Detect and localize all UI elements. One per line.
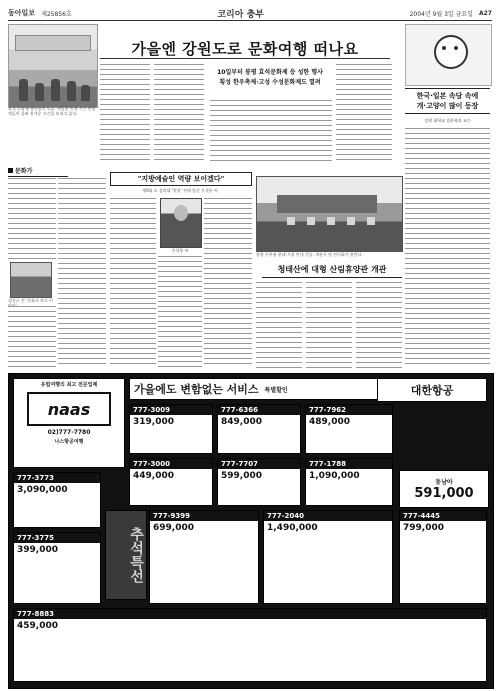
- photo-figure: [81, 85, 90, 101]
- column-body: [405, 128, 490, 368]
- ad-price: 319,000: [133, 417, 174, 427]
- travel-ad-block[interactable]: [149, 510, 259, 604]
- ad-phone: 777-3775: [14, 533, 100, 543]
- forest-article-column: [256, 282, 302, 368]
- culture-listing-column: [8, 306, 56, 368]
- ad-price: 799,000: [403, 523, 444, 533]
- exhibition-photo-caption: 성진로 전 '문화의 차로 이: [8, 298, 53, 303]
- travel-ad-block[interactable]: [129, 404, 213, 454]
- building-photo-caption: 강원 동부권 현대 시설 안내 건물. 개관식 및 전시회가 열린다.: [256, 252, 363, 257]
- headline-rule: [100, 58, 390, 59]
- interview-subheadline: 제9회 도 음악대 '원점' 전에 입선 우석통 씨: [142, 188, 218, 193]
- photo-figure: [67, 81, 76, 101]
- ad-price: 1,490,000: [267, 523, 318, 533]
- ad-price: 699,000: [153, 523, 194, 533]
- festival-photo: [8, 24, 98, 108]
- building-window: [367, 217, 375, 225]
- culture-section-header: [8, 166, 68, 177]
- featured-price: 591,000: [414, 486, 474, 501]
- ad-phone: 777-4445: [400, 511, 486, 521]
- column-byline: 강원 대학교 일본학과 교수: [424, 118, 471, 123]
- interview-body-column: [204, 198, 252, 368]
- featured-price-ad[interactable]: [399, 470, 489, 508]
- photo-banner: [15, 35, 91, 51]
- column-title-line-1: 한국·일본 속담 속에: [416, 92, 479, 100]
- ad-phone: 777-8883: [14, 609, 486, 619]
- travel-ad-block[interactable]: [305, 404, 393, 454]
- section-bullet-icon: [8, 168, 13, 173]
- ad-price: 3,090,000: [17, 485, 68, 495]
- building-window: [347, 217, 355, 225]
- travel-ad-block[interactable]: [217, 458, 301, 506]
- photo-figure: [19, 79, 28, 101]
- culture-listing-column: [8, 178, 56, 260]
- photo-figure: [35, 83, 44, 101]
- promo-main-text: 가을에도 변함없는 서비스: [134, 383, 259, 396]
- ad-price: 459,000: [17, 621, 58, 631]
- travel-ad-block[interactable]: [399, 510, 487, 604]
- interview-headline: "지방예술인 역량 보이겠다": [110, 172, 252, 186]
- cartoon-illustration: [405, 24, 492, 86]
- ad-price: 449,000: [133, 471, 174, 481]
- column-title: [405, 88, 490, 114]
- article-body-column: [336, 64, 392, 164]
- interviewee-portrait: [160, 198, 202, 248]
- article-body-column: [100, 64, 150, 164]
- agency-name: 나스항공여행: [54, 439, 84, 445]
- ad-price: 849,000: [221, 417, 262, 427]
- dog-cartoon-icon: [434, 35, 468, 69]
- article-body-column: [154, 64, 204, 164]
- airline-brand[interactable]: 대한항공: [377, 378, 487, 402]
- building-window: [327, 217, 335, 225]
- forest-article-column: [356, 282, 402, 368]
- building-roof: [277, 195, 377, 213]
- travel-ad-block[interactable]: [263, 510, 393, 604]
- travel-ad-block[interactable]: [129, 458, 213, 506]
- promo-sub-text: 특별할인: [264, 386, 288, 394]
- issue-date: 2004년 9월 3일 금요일: [409, 10, 473, 18]
- ad-phone: 777-9399: [150, 511, 258, 521]
- travel-ad-block[interactable]: [13, 472, 101, 528]
- deck-line-2: 횡성 한우축제·고성 수성문화제도 열려: [219, 79, 321, 86]
- page-number: A27: [478, 9, 492, 17]
- issue-number: 제25856호: [41, 10, 72, 18]
- agency-phone: 02)777-7780: [47, 429, 91, 436]
- ad-phone: 777-3773: [14, 473, 100, 483]
- agency-logo: naas: [27, 392, 111, 426]
- interview-body-column: [158, 256, 202, 368]
- portrait-face: [174, 205, 188, 221]
- agency-tagline: 유럽여행의 최고 전문업체: [40, 382, 98, 388]
- travel-agency-ad[interactable]: [13, 378, 125, 468]
- ad-phone: 777-1788: [306, 459, 392, 469]
- ad-phone: 777-7707: [218, 459, 300, 469]
- ad-phone: 777-3000: [130, 459, 212, 469]
- article-body-column: [210, 100, 332, 164]
- culture-section-title: 문화가: [15, 168, 33, 175]
- masthead-right: [410, 9, 492, 18]
- building-window: [307, 217, 315, 225]
- ad-phone: 777-3009: [130, 405, 212, 415]
- travel-ad-block[interactable]: [217, 404, 301, 454]
- masthead-left: [8, 8, 72, 18]
- interview-body-column: [110, 198, 156, 368]
- culture-listing-column: [58, 178, 106, 368]
- forest-article-headline: 청태산에 대형 산림휴양관 개관: [262, 264, 402, 278]
- ad-price: 399,000: [17, 545, 58, 555]
- exhibition-photo: [10, 262, 52, 298]
- deck-line-1: 10일부터 봉평 효석문화제 등 성한 행사: [217, 69, 323, 76]
- travel-ad-block[interactable]: [13, 532, 101, 604]
- forest-article-column: [306, 282, 352, 368]
- advertisement-section: [8, 373, 494, 689]
- travel-ad-block[interactable]: [305, 458, 393, 506]
- photo-figure: [51, 79, 60, 101]
- photo-caption: 효석 문화제 행사장의 모습. 메밀꽃 축제 기간 관광객들이 몰려 흥겨운 시간을 보내고 있다.: [8, 106, 96, 116]
- portrait-caption: 우석통 씨: [171, 248, 189, 253]
- ad-price: 599,000: [221, 471, 262, 481]
- ad-phone: 777-6366: [218, 405, 300, 415]
- ad-price: 489,000: [309, 417, 350, 427]
- main-headline: 가을엔 강원도로 문화여행 떠나요: [131, 40, 359, 58]
- building-window: [287, 217, 295, 225]
- article-deck: [210, 68, 330, 88]
- masthead: [8, 6, 492, 21]
- ad-price: 1,090,000: [309, 471, 360, 481]
- section-logo: 코리아 충부: [217, 9, 264, 20]
- publication-name: 동아일보: [8, 9, 36, 17]
- column-title-line-2: 개·고양이 많이 등장: [416, 102, 479, 110]
- featured-region: 동남아: [435, 479, 453, 486]
- promo-banner[interactable]: [129, 378, 379, 400]
- recreation-center-photo: [256, 176, 403, 252]
- ad-phone: 777-7962: [306, 405, 392, 415]
- ad-phone: 777-2040: [264, 511, 392, 521]
- travel-ad-block[interactable]: [13, 608, 487, 682]
- chuseok-special-badge: 추석특선: [105, 510, 147, 600]
